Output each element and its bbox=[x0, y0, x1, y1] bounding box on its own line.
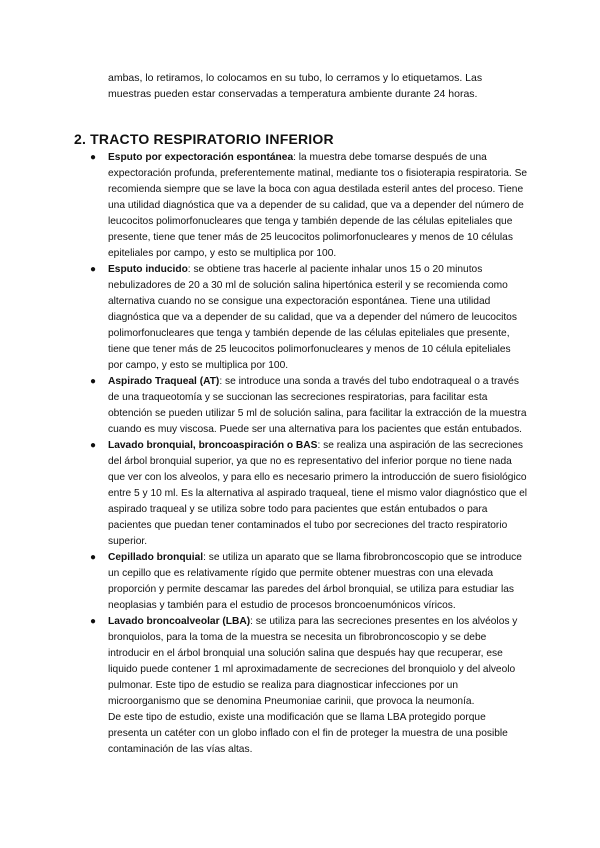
item-term: Lavado broncoalveolar (LBA) bbox=[108, 616, 251, 627]
item-term: Lavado bronquial, broncoaspiración o BAS bbox=[108, 440, 318, 451]
list-item-lavado-bronquial bbox=[89, 438, 528, 550]
sample-types-list bbox=[89, 150, 528, 758]
item-text: : se utiliza un aparato que se llama fibrobroncoscopio que se introduce un cepillo que es relativamente rígido que permite obtener muestras con una elevada proporción y permite descamar las paredes del árbol bronquial, se utiliza para estudiar las neoplasias y también para el estudio de procesos broncoenumónicos víricos. bbox=[108, 552, 522, 611]
item-extra-paragraph: De este tipo de estudio, existe una modificación que se llama LBA protegido porque presenta un catéter con un globo inflado con el fin de proteger la muestra de una posible contaminación de las vías altas. bbox=[108, 712, 508, 755]
item-text: : se obtiene tras hacerle al paciente inhalar unos 15 o 20 minutos nebulizadores de 20 a 30 ml de solución salina hipertónica esteril y se recomienda como alternativa cuando no se consigue una expectoración espontánea. Tiene una utilidad diagnóstica que va a depender de su calidad, que va a depender del número de leucocitos polimorfonucleares que tenga y también depende de las células epiteliales que presente, tiene que tener más de 25 leucocitos polimorfonucleares y menos de 10 célula epiteliales por campo, y esto se multiplica por 100. bbox=[108, 264, 517, 371]
intro-paragraph: ambas, lo retiramos, lo colocamos en su tubo, lo cerramos y lo etiquetamos. Las muestras pueden estar conservadas a temperatura ambiente durante 24 horas. bbox=[108, 72, 483, 100]
item-text: : se introduce una sonda a través del tubo endotraqueal o a través de una traqueotomía y se succionan las secreciones respiratorias, para facilitar esta obtención se pueden utilizar 5 ml de solución salina, para facilitar la extracción de la muestra cuando es muy viscosa. Puede ser una alternativa para los pacientes que están entubados. bbox=[108, 376, 527, 435]
item-text: : se utiliza para las secreciones presentes en los alvéolos y bronquiolos, para la toma de la muestra se necesita un fibrobroncoscopio y se debe introducir en el árbol bronquial una solución salina que después hay que recuperar, ese liquido puede contener 1 ml aproximadamente de secreciones del bronquiolo y del alveolo pulmonar. Este tipo de estudio se realiza para diagnosticar infecciones por un microorganismo que se denomina Pneumoniae carinii, que provoca la neumonía. bbox=[108, 616, 518, 707]
bullet-icon: ● bbox=[89, 376, 97, 387]
list-item-esputo-espontaneo bbox=[89, 150, 528, 262]
bullet-icon: ● bbox=[89, 440, 97, 451]
item-term: Cepillado bronquial bbox=[108, 552, 204, 563]
section-heading: 2. TRACTO RESPIRATORIO INFERIOR bbox=[74, 131, 334, 147]
item-term: Esputo por expectoración espontánea bbox=[108, 152, 294, 163]
list-item-aspirado-traqueal bbox=[89, 374, 528, 438]
list-item-esputo-inducido bbox=[89, 262, 528, 374]
bullet-icon: ● bbox=[89, 616, 97, 627]
item-text: : se realiza una aspiración de las secreciones del árbol bronquial superior, ya que no es representativo del inferior porque no tiene nada que ver con los alveolos, y para ello es necesario primero la introducción de suero fisiológico entre 5 y 10 ml. Es la alternativa al aspirado traqueal, tiene el mismo valor diagnóstico que el aspirado traqueal y se utiliza sobre todo para pacientes que están entubados o para pacientes que puedan tener contaminados el tubo por secreciones del tracto respiratorio superior. bbox=[108, 440, 528, 547]
list-item-cepillado-bronquial bbox=[89, 550, 528, 614]
bullet-icon: ● bbox=[89, 552, 97, 563]
item-term: Aspirado Traqueal (AT) bbox=[108, 376, 220, 387]
bullet-icon: ● bbox=[89, 152, 97, 163]
bullet-icon: ● bbox=[89, 264, 97, 275]
item-text: : la muestra debe tomarse después de una expectoración profunda, preferentemente matinal, mediante tos o fisioterapia respiratoria. Se recomienda siempre que se lave la boca con agua destilada esteril antes del proceso. Tiene una utilidad diagnóstica que va a depender de su calidad, que va a depender del número de leucocitos polimorfonucleares que tenga y también depende de las células epiteliales que presente, tiene que tener más de 25 leucocitos polimorfonucleares y menos de 10 células epiteliales por campo, y esto se multiplica por 100. bbox=[108, 152, 528, 259]
list-item-lavado-broncoalveolar bbox=[89, 614, 528, 758]
item-term: Esputo inducido bbox=[108, 264, 188, 275]
